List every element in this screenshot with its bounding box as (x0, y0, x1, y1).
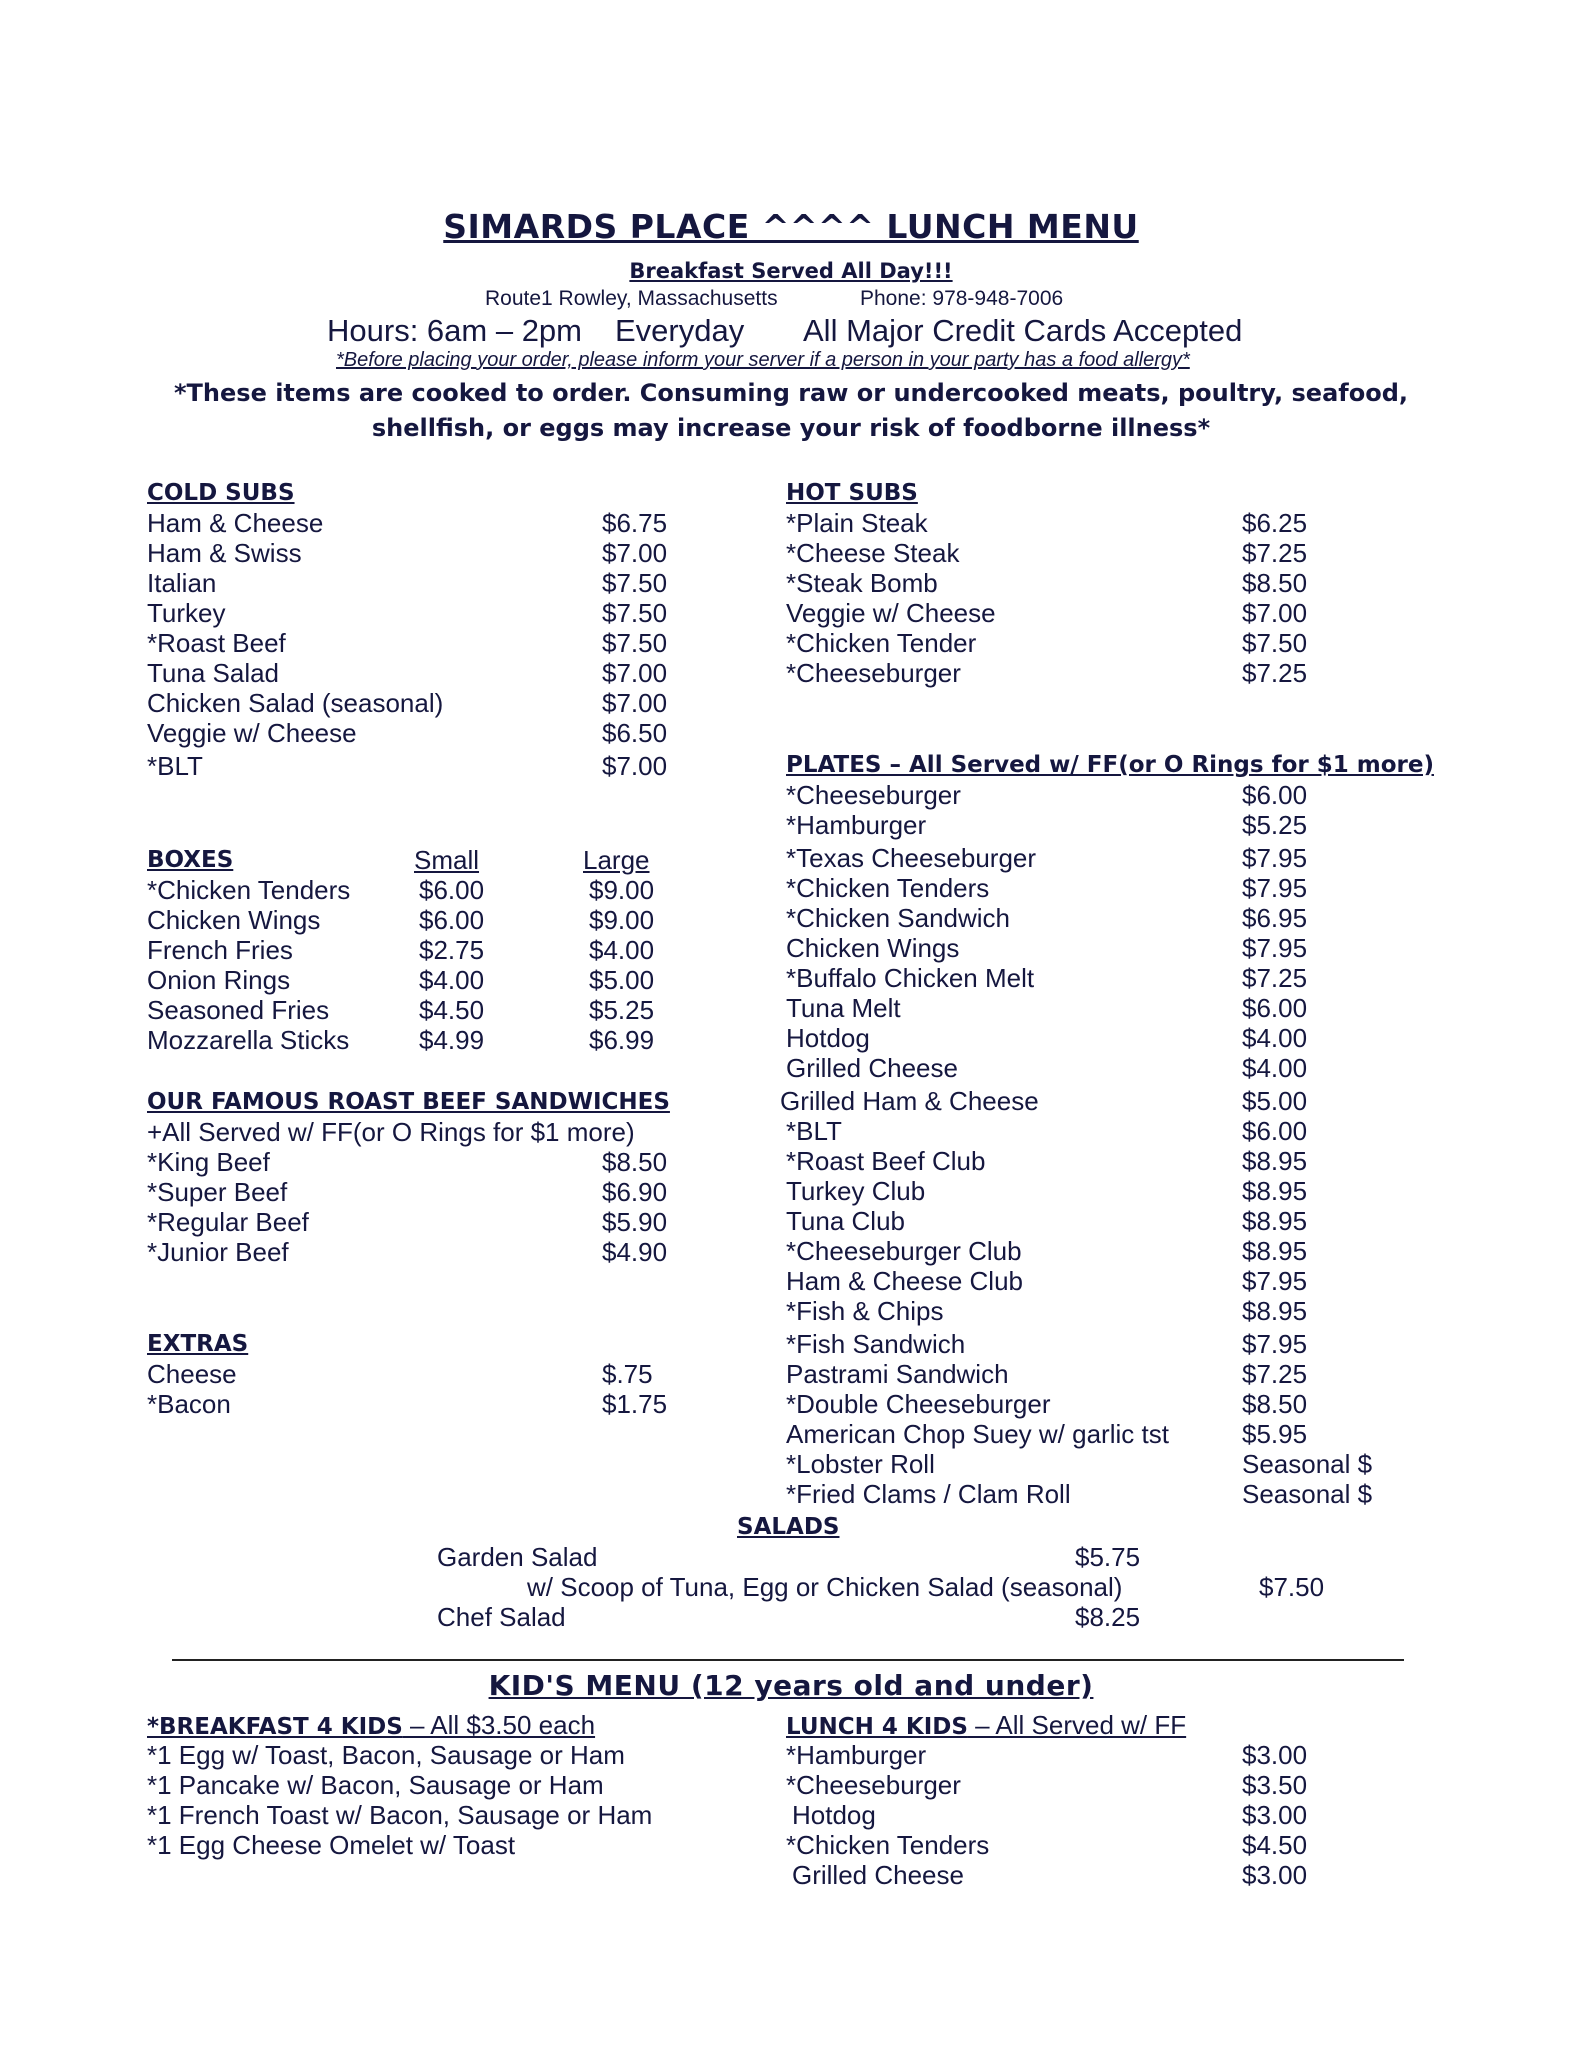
item-name: *Cheeseburger (786, 1770, 961, 1800)
item-name: Mozzarella Sticks (147, 1025, 350, 1055)
item-price: $1.75 (602, 1389, 668, 1419)
item-price: $3.00 (1242, 1800, 1308, 1830)
item-name: Cheese (147, 1359, 237, 1389)
item-price: $7.50 (602, 598, 668, 628)
item-name: Pastrami Sandwich (786, 1359, 1009, 1389)
boxes-large-header: Large (583, 845, 650, 875)
item-name: Ham & Cheese Club (786, 1266, 1023, 1296)
item-price: $7.50 (602, 568, 668, 598)
item-small-price: $4.50 (419, 995, 485, 1025)
food-warning-line1: *These items are cooked to order. Consuming raw or undercooked meats, poultry, seafood, (174, 379, 1408, 407)
item-name: Grilled Ham & Cheese (780, 1086, 1039, 1116)
address: Route1 Rowley, Massachusetts (485, 287, 778, 310)
roast-beef-heading: OUR FAMOUS ROAST BEEF SANDWICHES (147, 1089, 670, 1115)
item-name: *Junior Beef (147, 1237, 289, 1267)
item-price: $8.50 (1242, 1389, 1308, 1419)
item-large-price: $9.00 (589, 905, 655, 935)
item-name: *Regular Beef (147, 1207, 309, 1237)
breakfast-all-day: Breakfast Served All Day!!! (629, 259, 953, 283)
item-price: $7.25 (1242, 658, 1308, 688)
item-name: *Double Cheeseburger (786, 1389, 1051, 1419)
item-price: $5.25 (1242, 810, 1308, 840)
item-name: *1 Egg w/ Toast, Bacon, Sausage or Ham (147, 1740, 625, 1770)
allergy-note: *Before placing your order, please inform your server if a person in your party has a food allergy* (336, 349, 1190, 371)
item-name: *Cheeseburger (786, 780, 961, 810)
item-name: Grilled Cheese (786, 1053, 958, 1083)
item-name: *Chicken Tender (786, 628, 977, 658)
item-price: $6.00 (1242, 780, 1308, 810)
item-price: $4.00 (1242, 1023, 1308, 1053)
item-small-price: $6.00 (419, 905, 485, 935)
salad-price: $5.75 (1075, 1542, 1141, 1572)
cold-subs-heading: COLD SUBS (147, 480, 295, 506)
plates-heading: PLATES – All Served w/ FF(or O Rings for $1 more) (786, 752, 1434, 778)
breakfast-kids-note: – All $3.50 each (402, 1710, 596, 1740)
item-name: *Chicken Sandwich (786, 903, 1011, 933)
item-price: $5.00 (1242, 1086, 1308, 1116)
item-name: Hotdog (786, 1023, 870, 1053)
item-price: $.75 (602, 1359, 653, 1389)
salad-name: Chef Salad (437, 1602, 566, 1632)
item-price: $8.95 (1242, 1146, 1308, 1176)
item-large-price: $6.99 (589, 1025, 655, 1055)
item-name: *Buffalo Chicken Melt (786, 963, 1035, 993)
item-name: French Fries (147, 935, 293, 965)
item-price: $8.95 (1242, 1176, 1308, 1206)
item-price: $6.00 (1242, 1116, 1308, 1146)
item-price: $7.95 (1242, 1329, 1308, 1359)
boxes-small-header: Small (414, 845, 480, 875)
item-price: $8.50 (602, 1147, 668, 1177)
item-name: *Fish & Chips (786, 1296, 944, 1326)
item-name: Turkey Club (786, 1176, 926, 1206)
item-price: $3.00 (1242, 1860, 1308, 1890)
item-name: Veggie w/ Cheese (147, 718, 357, 748)
item-price: $7.95 (1242, 843, 1308, 873)
item-price: $3.00 (1242, 1740, 1308, 1770)
salad-price: $7.50 (1259, 1572, 1325, 1602)
item-name: Ham & Swiss (147, 538, 302, 568)
item-name: *Super Beef (147, 1177, 288, 1207)
item-name: Turkey (147, 598, 226, 628)
item-name: *Chicken Tenders (786, 1830, 990, 1860)
hot-subs-heading: HOT SUBS (786, 480, 918, 506)
item-price: $7.00 (602, 538, 668, 568)
item-name: *Plain Steak (786, 508, 928, 538)
item-name: *Texas Cheeseburger (786, 843, 1037, 873)
breakfast-kids-header (147, 1710, 595, 1742)
salad-name: Garden Salad (437, 1542, 598, 1572)
item-name: *Bacon (147, 1389, 231, 1419)
roast-beef-note: +All Served w/ FF(or O Rings for $1 more) (147, 1117, 635, 1147)
item-price: $7.25 (1242, 538, 1308, 568)
item-name: Seasoned Fries (147, 995, 330, 1025)
item-name: *Roast Beef Club (786, 1146, 986, 1176)
item-price: $6.50 (602, 718, 668, 748)
item-price: $7.00 (602, 658, 668, 688)
section-divider (172, 1659, 1404, 1661)
item-small-price: $4.99 (419, 1025, 485, 1055)
item-name: Grilled Cheese (792, 1860, 964, 1890)
kids-menu-heading: KID'S MENU (12 years old and under) (488, 1669, 1094, 1702)
item-name: *Fried Clams / Clam Roll (786, 1479, 1071, 1509)
item-small-price: $4.00 (419, 965, 485, 995)
extras-heading: EXTRAS (147, 1331, 249, 1357)
item-large-price: $9.00 (589, 875, 655, 905)
item-price: $5.95 (1242, 1419, 1308, 1449)
item-price: $8.95 (1242, 1296, 1308, 1326)
item-name: Veggie w/ Cheese (786, 598, 996, 628)
item-name: Chicken Wings (147, 905, 321, 935)
item-price: $7.95 (1242, 873, 1308, 903)
item-name: *Fish Sandwich (786, 1329, 966, 1359)
item-small-price: $6.00 (419, 875, 485, 905)
item-name: Onion Rings (147, 965, 291, 995)
lunch-kids-heading: LUNCH 4 KIDS (786, 1714, 968, 1740)
item-price: $6.95 (1242, 903, 1308, 933)
item-price: $6.25 (1242, 508, 1308, 538)
salads-heading: SALADS (737, 1514, 840, 1540)
boxes-heading: BOXES (147, 847, 234, 873)
item-name: *King Beef (147, 1147, 270, 1177)
item-name: *BLT (786, 1116, 842, 1146)
item-name: Chicken Salad (seasonal) (147, 688, 444, 718)
item-name: *Cheeseburger (786, 658, 961, 688)
hours: Hours: 6am – 2pm (327, 313, 582, 348)
days: Everyday (615, 313, 745, 348)
item-name: *1 Egg Cheese Omelet w/ Toast (147, 1830, 516, 1860)
item-large-price: $5.00 (589, 965, 655, 995)
item-name: Tuna Club (786, 1206, 905, 1236)
item-name: *Roast Beef (147, 628, 286, 658)
item-name: *Lobster Roll (786, 1449, 935, 1479)
item-price: $7.50 (602, 628, 668, 658)
breakfast-kids-heading: *BREAKFAST 4 KIDS (147, 1714, 403, 1740)
item-price: $8.50 (1242, 568, 1308, 598)
item-name: *Hamburger (786, 1740, 927, 1770)
item-price: Seasonal $ (1242, 1449, 1373, 1479)
item-name: Chicken Wings (786, 933, 960, 963)
item-price: $8.95 (1242, 1206, 1308, 1236)
item-price: $7.00 (602, 751, 668, 781)
item-price: Seasonal $ (1242, 1479, 1373, 1509)
item-price: $7.95 (1242, 933, 1308, 963)
item-name: *Cheese Steak (786, 538, 960, 568)
food-warning-line2: shellfish, or eggs may increase your risk of foodborne illness* (371, 414, 1211, 442)
item-price: $7.25 (1242, 1359, 1308, 1389)
item-price: $4.90 (602, 1237, 668, 1267)
item-price: $6.00 (1242, 993, 1308, 1023)
item-name: *BLT (147, 751, 203, 781)
item-price: $7.25 (1242, 963, 1308, 993)
credit-cards: All Major Credit Cards Accepted (803, 313, 1243, 348)
item-name: *1 French Toast w/ Bacon, Sausage or Ham (147, 1800, 653, 1830)
item-name: *Hamburger (786, 810, 927, 840)
item-name: *1 Pancake w/ Bacon, Sausage or Ham (147, 1770, 604, 1800)
item-price: $7.00 (1242, 598, 1308, 628)
item-price: $7.00 (602, 688, 668, 718)
item-name: Hotdog (792, 1800, 876, 1830)
item-price: $6.75 (602, 508, 668, 538)
phone: Phone: 978-948-7006 (860, 287, 1064, 310)
salad-name: w/ Scoop of Tuna, Egg or Chicken Salad (seasonal) (527, 1572, 1123, 1602)
item-name: Ham & Cheese (147, 508, 324, 538)
item-name: *Chicken Tenders (786, 873, 990, 903)
menu-title: SIMARDS PLACE ^^^^ LUNCH MENU (443, 207, 1139, 246)
lunch-kids-note: – All Served w/ FF (967, 1710, 1187, 1740)
item-name: Tuna Salad (147, 658, 280, 688)
item-large-price: $5.25 (589, 995, 655, 1025)
item-price: $4.00 (1242, 1053, 1308, 1083)
item-name: *Chicken Tenders (147, 875, 351, 905)
item-price: $4.50 (1242, 1830, 1308, 1860)
item-small-price: $2.75 (419, 935, 485, 965)
item-name: Tuna Melt (786, 993, 901, 1023)
lunch-kids-header (786, 1710, 1186, 1742)
item-price: $3.50 (1242, 1770, 1308, 1800)
item-price: $6.90 (602, 1177, 668, 1207)
item-name: *Cheeseburger Club (786, 1236, 1022, 1266)
item-large-price: $4.00 (589, 935, 655, 965)
item-price: $7.50 (1242, 628, 1308, 658)
item-name: *Steak Bomb (786, 568, 938, 598)
item-name: Italian (147, 568, 217, 598)
item-price: $8.95 (1242, 1236, 1308, 1266)
item-name: American Chop Suey w/ garlic tst (786, 1419, 1169, 1449)
item-price: $5.90 (602, 1207, 668, 1237)
salad-price: $8.25 (1075, 1602, 1141, 1632)
item-price: $7.95 (1242, 1266, 1308, 1296)
